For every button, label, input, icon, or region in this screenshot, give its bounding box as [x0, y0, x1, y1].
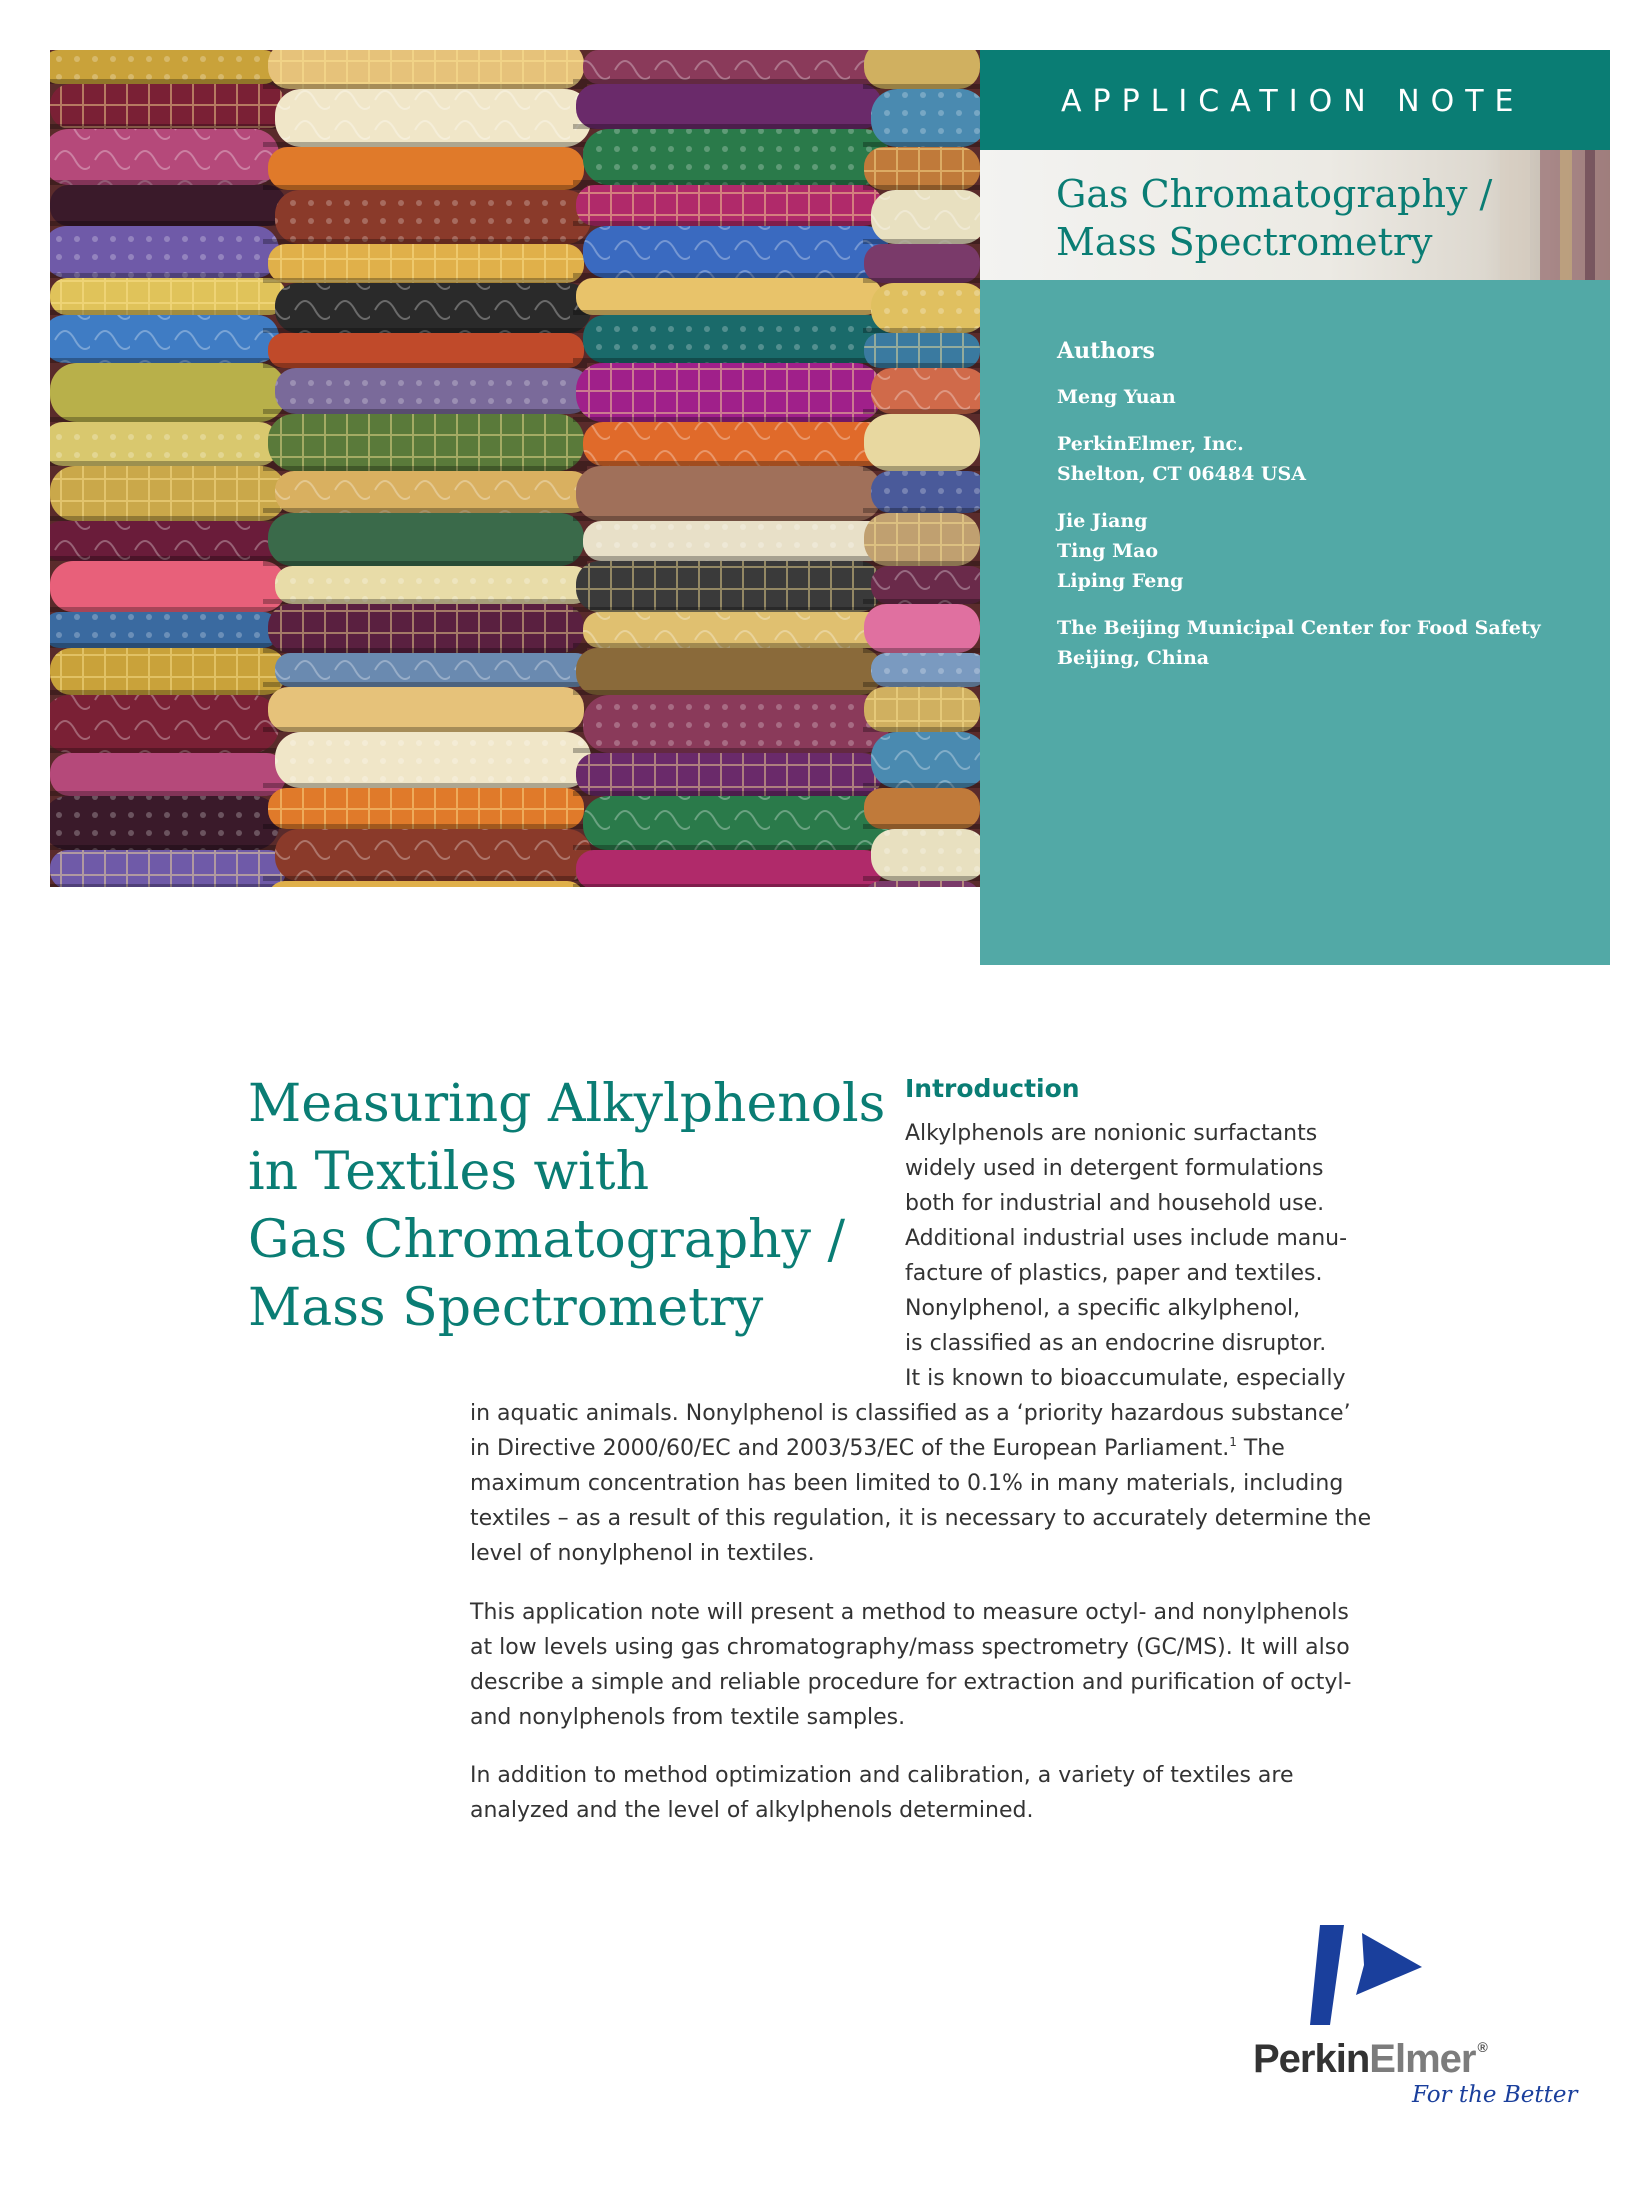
fabric-pattern [268, 604, 584, 653]
fabric-pattern [583, 796, 889, 850]
fabric-pattern [583, 50, 889, 84]
fabric-pattern [871, 829, 980, 881]
fabric-shadow [263, 363, 587, 368]
fabric-shadow [50, 79, 287, 84]
fabric-shadow [573, 607, 887, 612]
fabric-shadow [50, 690, 287, 695]
fabric-pattern [268, 50, 584, 89]
fabric-shadow [50, 310, 287, 315]
fabric-pattern [871, 89, 980, 147]
fabric-shadow [50, 748, 287, 753]
fabric-shadow [863, 409, 980, 414]
fabric-pattern [275, 89, 591, 147]
title-line-3: Gas Chromatography / [248, 1210, 846, 1270]
fabric-shadow [50, 358, 287, 363]
author-name: Ting Mao [1057, 540, 1159, 562]
fabric-pattern [50, 226, 279, 278]
logo-tagline: For the Better [1412, 2082, 1578, 2108]
fabric-roll [864, 244, 980, 283]
fabric-roll [268, 333, 584, 368]
fabric-shadow [863, 508, 980, 513]
title-line-1: Measuring Alkylphenols [248, 1074, 886, 1134]
fabric-pattern [50, 521, 279, 561]
body-line: It is known to bioaccumulate, especially [905, 1366, 1346, 1391]
body-line: level of nonylphenol in textiles. [470, 1541, 815, 1566]
title-line-4: Mass Spectrometry [248, 1278, 764, 1338]
body-text: The [1236, 1436, 1285, 1461]
fabric-shadow [573, 791, 887, 796]
fabric-shadow [263, 727, 587, 732]
fabric-shadow [50, 607, 287, 612]
fabric-shadow [573, 556, 887, 561]
fabric-shadow [263, 278, 587, 283]
fabric-shadow [573, 845, 887, 850]
fabric-shadow [573, 417, 887, 422]
fabric-shadow [263, 599, 587, 604]
authors-panel [980, 280, 1610, 965]
fabric-pattern [871, 653, 980, 687]
fabric-shadow [263, 876, 587, 881]
body-line: analyzed and the level of alkylphenols determined. [470, 1798, 1034, 1823]
subject-line-2: Mass Spectrometry [1056, 220, 1433, 264]
perkinelmer-logo-icon [1310, 1925, 1425, 2035]
fabric-shadow [263, 142, 587, 147]
fabric-shadow [50, 417, 287, 422]
fabric-pattern [871, 368, 980, 414]
body-line: at low levels using gas chromatography/mass spectrometry (GC/MS). It will also [470, 1635, 1350, 1660]
fabric-shadow [573, 516, 887, 521]
fabric-shadow [263, 185, 587, 190]
fabric-pattern [275, 283, 591, 333]
body-line: Alkylphenols are nonionic surfactants [905, 1121, 1318, 1146]
fabric-shadow [50, 845, 287, 850]
fabric-roll [576, 648, 882, 695]
fabric-shadow [263, 84, 587, 89]
body-line: Nonylphenol, a specific alkylphenol, [905, 1296, 1301, 1321]
fabric-shadow [863, 682, 980, 687]
fabric-roll [268, 881, 584, 887]
author-affiliation [1057, 429, 1597, 489]
fabric-roll [50, 185, 286, 226]
introduction-paragraph-3 [470, 1758, 1294, 1828]
fabric-shadow [263, 561, 587, 566]
fabric-shadow [50, 221, 287, 226]
fabric-pattern [576, 363, 882, 422]
subject-heading [1056, 170, 1492, 266]
author-name: Jie Jiang [1057, 510, 1148, 532]
body-line: Additional industrial uses include manu- [905, 1226, 1348, 1251]
fabric-shadow [863, 84, 980, 89]
fabric-shadow [263, 466, 587, 471]
body-line: is classified as an endocrine disruptor. [905, 1331, 1327, 1356]
fabric-shadow [263, 682, 587, 687]
fabric-shadow [863, 278, 980, 283]
logo-word-perkin: Perkin [1253, 2037, 1370, 2081]
fabric-shadow [50, 461, 287, 466]
fabric-shadow [863, 876, 980, 881]
fabric-roll [50, 561, 286, 612]
fabric-pattern [583, 422, 889, 466]
fabric-shadow [863, 239, 980, 244]
body-line: maximum concentration has been limited to 0.1% in many materials, including [470, 1471, 1344, 1496]
fabric-shadow [263, 239, 587, 244]
fabric-pattern [268, 414, 584, 471]
fabric-shadow [573, 690, 887, 695]
fabric-shadow [573, 221, 887, 226]
introduction-paragraph-1 [470, 1396, 1371, 1571]
fabric-shadow [863, 599, 980, 604]
fabric-pattern [871, 732, 980, 788]
fabric-roll [576, 466, 882, 521]
introduction-heading: Introduction [905, 1074, 1080, 1103]
fabric-shadow [863, 648, 980, 653]
fabric-shadow [863, 185, 980, 190]
fabric-pattern [50, 315, 279, 363]
fabric-roll [576, 850, 882, 887]
fabric-shadow [573, 124, 887, 129]
fabric-shadow [573, 273, 887, 278]
fabric-shadow [573, 310, 887, 315]
fabric-pattern [871, 566, 980, 604]
fabric-shadow [573, 748, 887, 753]
affiliation-line: Shelton, CT 06484 USA [1057, 463, 1306, 485]
fabric-pattern [275, 566, 591, 604]
fabric-shadow [50, 884, 287, 887]
author-group [1057, 506, 1597, 596]
fabric-shadow [573, 358, 887, 363]
fabric-pattern [50, 422, 279, 466]
registered-mark: ® [1477, 2039, 1487, 2055]
fabric-shadow [863, 363, 980, 368]
author-affiliation [1057, 613, 1597, 673]
title-line-2: in Textiles with [248, 1142, 650, 1202]
subject-line-1: Gas Chromatography / [1056, 172, 1493, 216]
subject-strip [980, 150, 1610, 280]
body-line: In addition to method optimization and calibration, a variety of textiles are [470, 1763, 1294, 1788]
author-group [1057, 382, 1597, 412]
author-name: Meng Yuan [1057, 386, 1176, 408]
body-line [470, 1431, 1371, 1466]
fabric-shadow [263, 648, 587, 653]
affiliation-line: The Beijing Municipal Center for Food Safety [1057, 617, 1541, 639]
fabric-shadow [573, 461, 887, 466]
fabric-pattern [275, 368, 591, 414]
fabric-pattern [50, 796, 279, 850]
application-note-band [980, 50, 1610, 150]
fabric-pattern [50, 612, 279, 648]
fabric-pattern [576, 753, 882, 796]
fabric-pattern [50, 648, 286, 695]
body-line: This application note will present a method to measure octyl- and nonylphenols [470, 1600, 1349, 1625]
fabric-shadow [863, 824, 980, 829]
introduction-column [905, 1116, 1347, 1396]
fabric-shadow [50, 791, 287, 796]
fabric-pattern [864, 333, 980, 368]
fabric-roll [864, 414, 980, 471]
fabric-pattern [50, 278, 286, 315]
fabric-roll [268, 513, 584, 566]
authors-block [1057, 338, 1597, 690]
fabric-shadow [863, 783, 980, 788]
body-line: describe a simple and reliable procedure for extraction and purification of octyl- [470, 1670, 1352, 1695]
fabric-pattern [583, 695, 889, 753]
fabric-shadow [50, 556, 287, 561]
fabric-pattern [864, 147, 980, 190]
fabric-pattern [50, 850, 286, 887]
logo-word-elmer: Elmer [1369, 2037, 1476, 2081]
fabric-roll [50, 753, 286, 796]
fabric-pattern [275, 190, 591, 244]
body-line: facture of plastics, paper and textiles. [905, 1261, 1323, 1286]
fabric-pattern [583, 612, 889, 648]
fabric-roll [576, 278, 882, 315]
fabric-roll [864, 788, 980, 829]
fabric-shadow [573, 79, 887, 84]
fabric-pattern [864, 513, 980, 566]
body-text: in Directive 2000/60/EC and 2003/53/EC of the European Parliament. [470, 1436, 1230, 1461]
fabric-roll [864, 604, 980, 653]
fabric-shadow [573, 643, 887, 648]
affiliation-line: Beijing, China [1057, 647, 1210, 669]
fabric-shadow [50, 180, 287, 185]
fabric-pattern [50, 129, 279, 185]
body-line: widely used in detergent formulations [905, 1156, 1324, 1181]
fabric-pattern [864, 687, 980, 732]
fabric-pattern [576, 185, 882, 226]
fabric-pattern [864, 881, 980, 887]
fabric-shadow [263, 328, 587, 333]
fabric-pattern [871, 190, 980, 244]
fabric-shadow [50, 273, 287, 278]
fabric-pattern [583, 315, 889, 363]
fabric-roll [864, 50, 980, 89]
fabric-roll [576, 84, 882, 129]
fabric-pattern [268, 788, 584, 829]
fabric-shadow [263, 783, 587, 788]
introduction-paragraph-2 [470, 1595, 1351, 1735]
fabric-roll [268, 147, 584, 190]
fabric-roll [50, 363, 286, 422]
body-line: both for industrial and household use. [905, 1191, 1325, 1216]
fabric-shadow [863, 466, 980, 471]
fabric-pattern [50, 84, 286, 129]
fabric-pattern [275, 829, 591, 881]
fabric-pattern [275, 471, 591, 513]
fabric-shadow [573, 884, 887, 887]
fabric-pattern [576, 561, 882, 612]
footnote-reference[interactable]: 1 [1229, 1435, 1237, 1449]
fabric-pattern [50, 50, 279, 84]
fabric-shadow [863, 561, 980, 566]
fabric-pattern [871, 283, 980, 333]
affiliation-line: PerkinElmer, Inc. [1057, 433, 1244, 455]
fabric-shadow [263, 824, 587, 829]
fabric-stacks-illustration [50, 50, 980, 887]
fabric-shadow [573, 180, 887, 185]
cover-photo-fabrics [50, 50, 980, 887]
fabric-pattern [268, 244, 584, 283]
body-line: in aquatic animals. Nonylphenol is classified as a ‘priority hazardous substance’ [470, 1401, 1351, 1426]
perkinelmer-wordmark [1253, 2037, 1487, 2082]
fabric-pattern [871, 471, 980, 513]
fabric-pattern [275, 653, 591, 687]
fabric-shadow [863, 328, 980, 333]
fabric-shadow [50, 643, 287, 648]
fabric-pattern [583, 226, 889, 278]
fabric-shadow [50, 516, 287, 521]
author-name: Liping Feng [1057, 570, 1184, 592]
fabric-shadow [863, 727, 980, 732]
body-line: textiles – as a result of this regulation, it is necessary to accurately determine the [470, 1506, 1372, 1531]
fabric-pattern [583, 521, 889, 561]
application-note-label: APPLICATION NOTE [1061, 84, 1525, 119]
fabric-pattern [275, 732, 591, 788]
fabric-shadow [263, 409, 587, 414]
fabric-pattern [583, 129, 889, 185]
authors-heading: Authors [1057, 338, 1155, 364]
fabric-pattern [50, 466, 286, 521]
fabric-shadow [863, 142, 980, 147]
fabric-shadow [50, 124, 287, 129]
fabric-pattern [50, 695, 279, 753]
body-line: and nonylphenols from textile samples. [470, 1705, 906, 1730]
fabric-shadow [263, 508, 587, 513]
fabric-roll [268, 687, 584, 732]
document-title [248, 1070, 886, 1342]
